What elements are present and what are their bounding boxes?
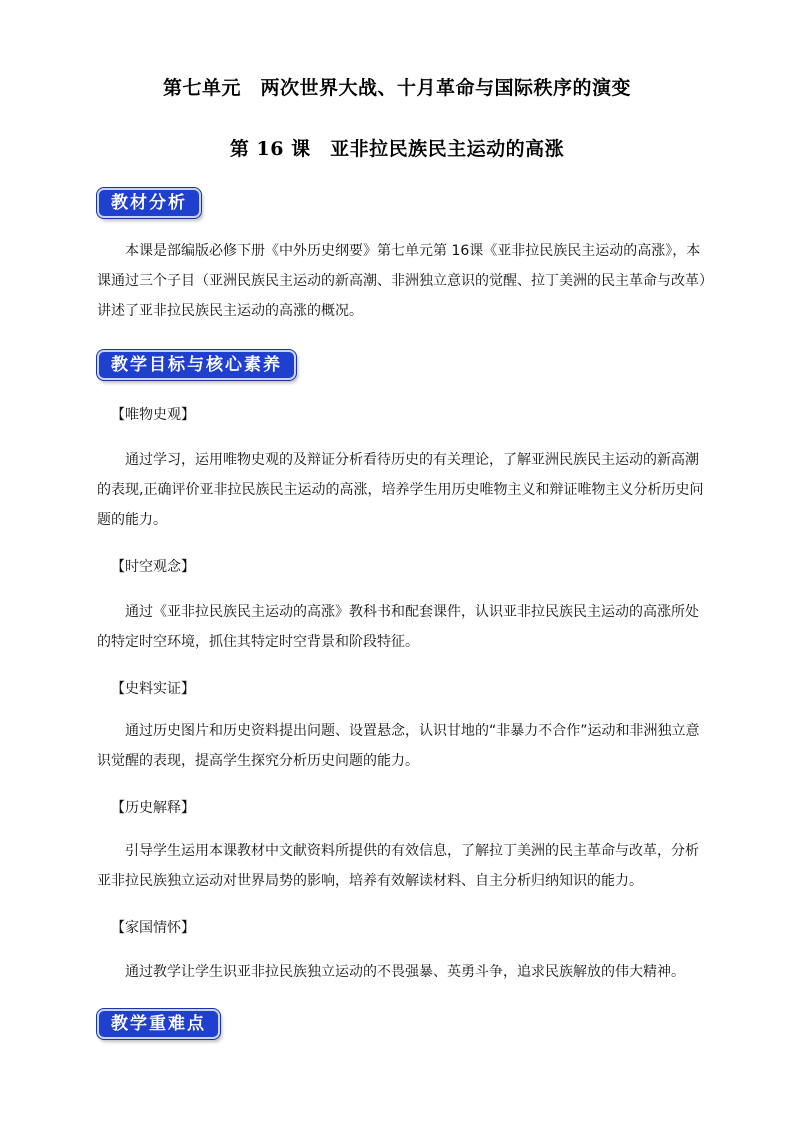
objective-text-interpretation: 引导学生运用本课教材中文献资料所提供的有效信息，了解拉丁美洲的民主革命与改革，分析亚非拉民族独立运动对世界局势的影响，培养有效解读材料、自主分析归纳知识的能力。 [97,843,699,889]
objective-label-materialism: 【唯物史观】 [111,407,195,423]
section-heading-analysis: 教材分析 [97,188,201,218]
objective-text-patriotism: 通过教学让学生识亚非拉民族独立运动的不畏强暴、英勇斗争，追求民族解放的伟大精神。 [125,964,685,980]
analysis-paragraph: 本课是部编版必修下册《中外历史纲要》第七单元第 16课《亚非拉民族民主运动的高涨》，本课通过三个子目（亚洲民族民主运动的新高潮、非洲独立意识的觉醒、拉丁美洲的民主革命与改革）讲述了亚非拉民族民主运动的高涨的概况。 [97,243,706,319]
objective-label-evidence: 【史料实证】 [111,681,195,697]
objective-text-materialism: 通过学习，运用唯物史观的及辩证分析看待历史的有关理论，了解亚洲民族民主运动的新高潮的表现,正确评价亚非拉民族民主运动的高涨，培养学生用历史唯物主义和辩证唯物主义分析历史问题的能力。 [97,452,704,528]
objective-text-evidence: 通过历史图片和历史资料提出问题、设置悬念，认识甘地的“非暴力不合作”运动和非洲独立意识觉醒的表现，提高学生探究分析历史问题的能力。 [97,723,700,769]
section-heading-key-points: 教学重难点 [97,1009,220,1039]
section-heading-objectives: 教学目标与核心素养 [97,350,296,380]
objective-label-interpretation: 【历史解释】 [111,800,195,816]
objective-label-patriotism: 【家国情怀】 [111,920,195,936]
lesson-title: 第 16 课 亚非拉民族民主运动的高涨 [229,138,565,160]
unit-title: 第七单元 两次世界大战、十月革命与国际秩序的演变 [162,77,631,99]
objective-text-spacetime: 通过《亚非拉民族民主运动的高涨》教科书和配套课件，认识亚非拉民族民主运动的高涨所处的特定时空环境，抓住其特定时空背景和阶段特征。 [97,604,699,650]
objective-label-spacetime: 【时空观念】 [111,559,195,575]
